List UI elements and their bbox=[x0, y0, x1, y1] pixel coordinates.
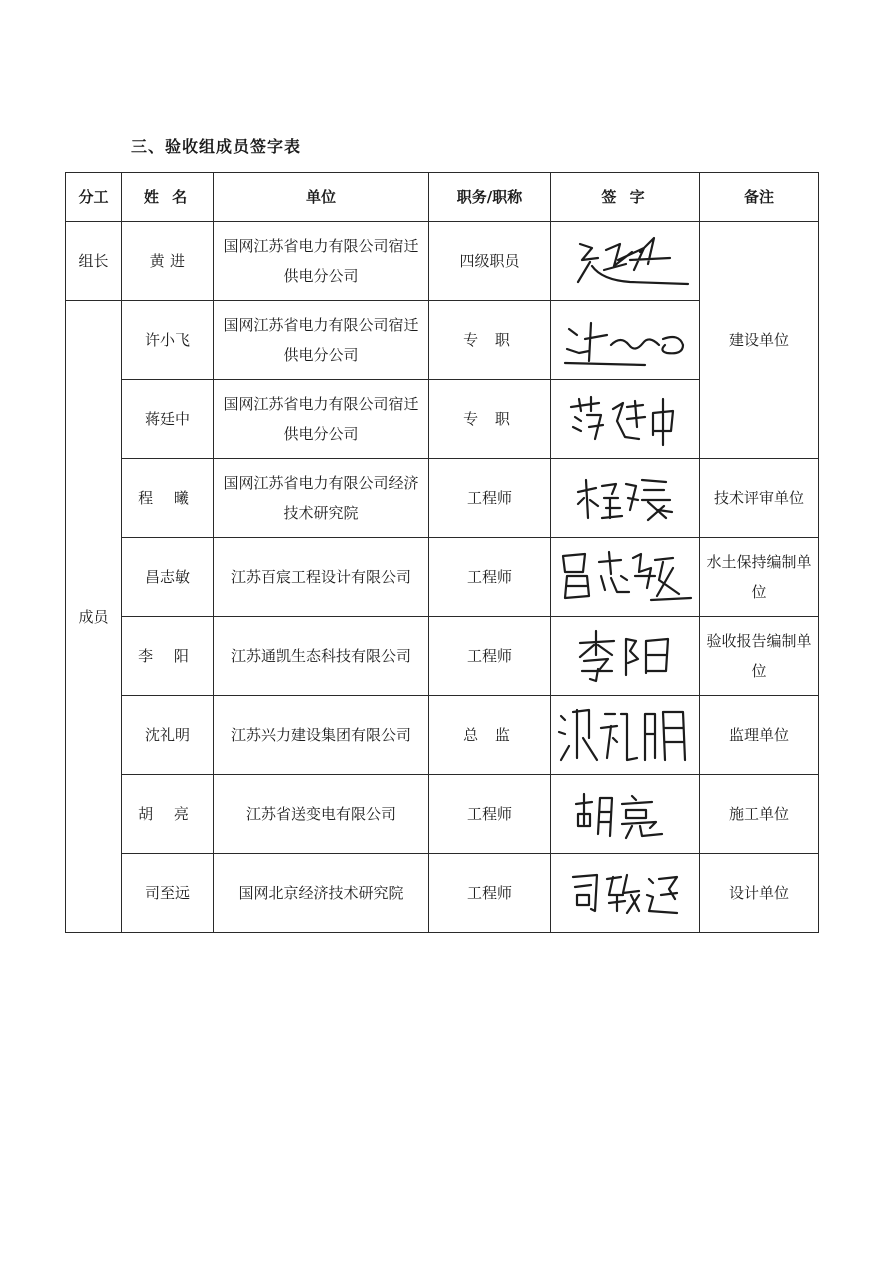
table-row bbox=[66, 696, 819, 775]
header-role: 分工 bbox=[66, 173, 122, 222]
table-row bbox=[66, 222, 819, 301]
signature-table bbox=[65, 172, 819, 933]
member-unit: 江苏兴力建设集团有限公司 bbox=[214, 696, 429, 775]
member-title: 工程师 bbox=[429, 459, 551, 538]
header-unit: 单位 bbox=[214, 173, 429, 222]
header-signature: 签 字 bbox=[551, 173, 700, 222]
member-name: 许小飞 bbox=[122, 301, 214, 380]
member-title: 四级职员 bbox=[429, 222, 551, 301]
table-row bbox=[66, 617, 819, 696]
signature-li-yang bbox=[570, 625, 680, 687]
role-leader: 组长 bbox=[66, 222, 122, 301]
signature-xu-xiaofei bbox=[555, 309, 695, 371]
signature-hu-liang bbox=[570, 784, 680, 844]
member-unit: 国网江苏省电力有限公司宿迁供电分公司 bbox=[214, 301, 429, 380]
member-signature bbox=[551, 222, 700, 301]
member-remark: 施工单位 bbox=[700, 775, 819, 854]
role-member: 成员 bbox=[66, 301, 122, 933]
member-remark: 技术评审单位 bbox=[700, 459, 819, 538]
member-name: 沈礼明 bbox=[122, 696, 214, 775]
signature-jiang-tingzhong bbox=[565, 391, 685, 447]
member-title: 专 职 bbox=[429, 301, 551, 380]
member-name: 程 曦 bbox=[122, 459, 214, 538]
table-row bbox=[66, 854, 819, 933]
member-title: 工程师 bbox=[429, 775, 551, 854]
member-signature bbox=[551, 459, 700, 538]
member-name: 李 阳 bbox=[122, 617, 214, 696]
member-signature bbox=[551, 617, 700, 696]
member-signature bbox=[551, 380, 700, 459]
table-row bbox=[66, 775, 819, 854]
signature-cheng-xi bbox=[570, 470, 680, 526]
member-remark: 验收报告编制单位 bbox=[700, 617, 819, 696]
member-signature bbox=[551, 696, 700, 775]
member-signature bbox=[551, 775, 700, 854]
member-unit: 国网北京经济技术研究院 bbox=[214, 854, 429, 933]
member-name: 胡 亮 bbox=[122, 775, 214, 854]
member-signature bbox=[551, 854, 700, 933]
member-remark: 水土保持编制单位 bbox=[700, 538, 819, 617]
member-name: 司至远 bbox=[122, 854, 214, 933]
member-name: 昌志敏 bbox=[122, 538, 214, 617]
remark-merged: 建设单位 bbox=[700, 222, 819, 459]
member-title: 工程师 bbox=[429, 854, 551, 933]
header-remark: 备注 bbox=[700, 173, 819, 222]
member-unit: 江苏通凯生态科技有限公司 bbox=[214, 617, 429, 696]
signature-si-zhiyuan bbox=[565, 865, 685, 921]
member-unit: 国网江苏省电力有限公司经济技术研究院 bbox=[214, 459, 429, 538]
member-unit: 江苏百宸工程设计有限公司 bbox=[214, 538, 429, 617]
member-signature bbox=[551, 301, 700, 380]
signature-chang-zhimin bbox=[555, 546, 695, 608]
signature-huang-jin bbox=[560, 230, 690, 292]
member-signature bbox=[551, 538, 700, 617]
member-remark: 监理单位 bbox=[700, 696, 819, 775]
member-unit: 国网江苏省电力有限公司宿迁供电分公司 bbox=[214, 380, 429, 459]
member-name: 黄 进 bbox=[122, 222, 214, 301]
table-header-row bbox=[66, 173, 819, 222]
member-unit: 国网江苏省电力有限公司宿迁供电分公司 bbox=[214, 222, 429, 301]
table-row bbox=[66, 538, 819, 617]
signature-shen-liming bbox=[555, 702, 695, 768]
member-remark: 设计单位 bbox=[700, 854, 819, 933]
member-title: 工程师 bbox=[429, 617, 551, 696]
member-title: 总 监 bbox=[429, 696, 551, 775]
member-unit: 江苏省送变电有限公司 bbox=[214, 775, 429, 854]
member-title: 工程师 bbox=[429, 538, 551, 617]
header-name: 姓 名 bbox=[122, 173, 214, 222]
header-title: 职务/职称 bbox=[429, 173, 551, 222]
member-title: 专 职 bbox=[429, 380, 551, 459]
table-row bbox=[66, 459, 819, 538]
member-name: 蒋廷中 bbox=[122, 380, 214, 459]
section-heading: 三、验收组成员签字表 bbox=[131, 137, 302, 156]
